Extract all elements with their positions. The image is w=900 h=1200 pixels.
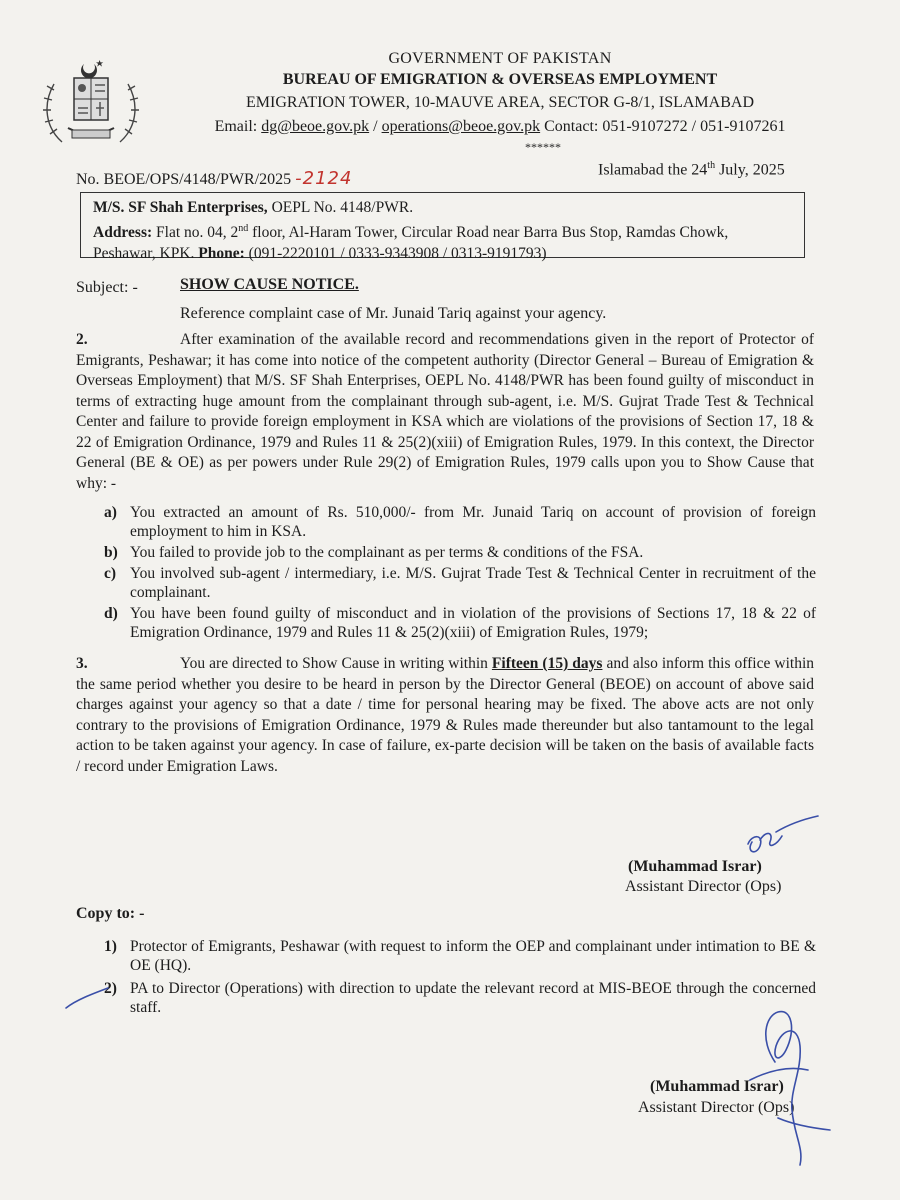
paragraph-3-text-a: You are directed to Show Cause in writing within — [180, 655, 492, 672]
email-label: Email: — [214, 118, 258, 135]
addressee-oepl: OEPL No. 4148/PWR. — [267, 199, 414, 216]
letterhead-address: EMIGRATION TOWER, 10-MAUVE AREA, SECTOR G-8/1, ISLAMABAD — [245, 94, 754, 111]
paragraph-2-text: After examination of the available record and recommendations given in the report of Protector of Emigrants, Peshawar; it has come into notice of the competent authority (Director General – Bureau of Emigration & Overseas Employment) that M/S. SF Shah Enterprises, OEPL No. 4148/PWR has been found guilty of misconduct in terms of extracting huge amount from the complainant through sub-agent, i.e. M/S. Gujrat Trade Test & Technical Center and failure to provide foreign employment in KSA which are violations of the provisions of Section 17, 18 & 22 of Emigration Ordinance, 1979 and Rules 11 & 25(2)(xiii) of Emigration Rules, 1979. In this context, the Director General (BE & OE) as per powers under Rule 29(2) of Emigration Rules, 1979 calls upon you to Show Cause that why: - — [76, 331, 814, 492]
handwritten-dispatch-number: -2124 — [295, 168, 353, 189]
subject-title: SHOW CAUSE NOTICE. — [180, 276, 359, 293]
copy-tick-mark-icon — [66, 988, 108, 1008]
date-prefix: Islamabad the 24 — [598, 161, 708, 179]
signatory-name: (Muhammad Israr) — [628, 858, 762, 875]
subject-label: Subject: - — [76, 279, 138, 296]
date-suffix: July, 2025 — [715, 161, 785, 179]
email-link-dg[interactable]: dg@beoe.gov.pk — [261, 118, 370, 135]
charge-letter: a) — [104, 504, 117, 521]
email-link-operations[interactable]: operations@beoe.gov.pk — [381, 118, 541, 135]
address-part-a: Flat no. 04, 2 — [152, 224, 239, 242]
reference-number-text: No. BEOE/OPS/4148/PWR/2025 — [76, 171, 292, 188]
signatory-name-copy: (Muhammad Israr) — [650, 1078, 784, 1095]
charge-letter: d) — [104, 605, 118, 622]
copy-to-number: 2) — [104, 980, 117, 997]
copy-to-label: Copy to: - — [76, 905, 145, 922]
phone-numbers: (091-2220101 / 0333-9343908 / 0313-9191793) — [244, 245, 547, 263]
charge-text: You extracted an amount of Rs. 510,000/- from Mr. Junaid Tariq on account of provision of foreign employment to him in KSA. — [130, 504, 816, 540]
address-label: Address: — [93, 224, 153, 242]
letterhead-bureau: BUREAU OF EMIGRATION & OVERSEAS EMPLOYMENT — [282, 71, 718, 88]
paragraph-2-number: 2. — [76, 331, 88, 348]
copy-to-text: PA to Director (Operations) with direction to update the relevant record at MIS-BEOE through the concerned staff. — [130, 980, 816, 1016]
address-part-b: floor, Al-Haram Tower, Circular Road near Barra Bus Stop, Ramdas Chowk, Peshawar, KPK. — [93, 224, 729, 263]
copy-to-text: Protector of Emigrants, Peshawar (with request to inform the OEP and complainant under intimation to BE & OE (HQ). — [130, 938, 816, 974]
show-cause-deadline: Fifteen (15) days — [491, 655, 603, 672]
charge-letter: b) — [104, 544, 118, 561]
charge-text: You involved sub-agent / intermediary, i.e. M/S. Gujrat Trade Test & Technical Center in recruitment of the complainant. — [130, 565, 816, 601]
paragraph-3-text-b: and also inform this office within the same period whether you desire to be heard in person by the Director General (BEOE) on account of above said charges against your agency so that a date / time for personal hearing may be fixed. The above acts are not only contrary to the provisions of Emigration Ordinance, 1979 & Rules made thereunder but also tantamount to the legal action to be taken against your agency. In case of failure, ex-parte decision will be taken on the basis of available facts / record under Emigration Laws. — [76, 655, 815, 775]
letterhead-government: GOVERNMENT OF PAKISTAN — [388, 50, 612, 67]
charge-text: You failed to provide job to the complainant as per terms & conditions of the FSA. — [130, 544, 644, 561]
signatory-title-copy: Assistant Director (Ops) — [638, 1099, 795, 1116]
paragraph-3-number: 3. — [76, 655, 88, 672]
date-ordinal: th — [707, 160, 716, 171]
header-stars: ****** — [525, 140, 561, 154]
initials-signature-icon — [748, 816, 818, 852]
subject-reference: Reference complaint case of Mr. Junaid Tariq against your agency. — [180, 305, 607, 322]
address-ordinal: nd — [238, 223, 249, 234]
charge-text: You have been found guilty of misconduct and in violation of the provisions of Sections 17, 18 & 22 of Emigration Ordinance, 1979 and Rules 11 & 25(2)(xiii) of Emigration Rules, 1979; — [130, 605, 816, 641]
phone-label: Phone: — [198, 245, 245, 263]
copy-to-number: 1) — [104, 938, 117, 955]
charge-letter: c) — [104, 565, 117, 582]
full-signature-icon — [750, 1012, 830, 1165]
contact-numbers: Contact: 051-9107272 / 051-9107261 — [540, 118, 786, 135]
signatory-title: Assistant Director (Ops) — [625, 878, 782, 895]
email-separator: / — [369, 118, 382, 135]
addressee-name: M/S. SF Shah Enterprises, — [93, 199, 268, 216]
